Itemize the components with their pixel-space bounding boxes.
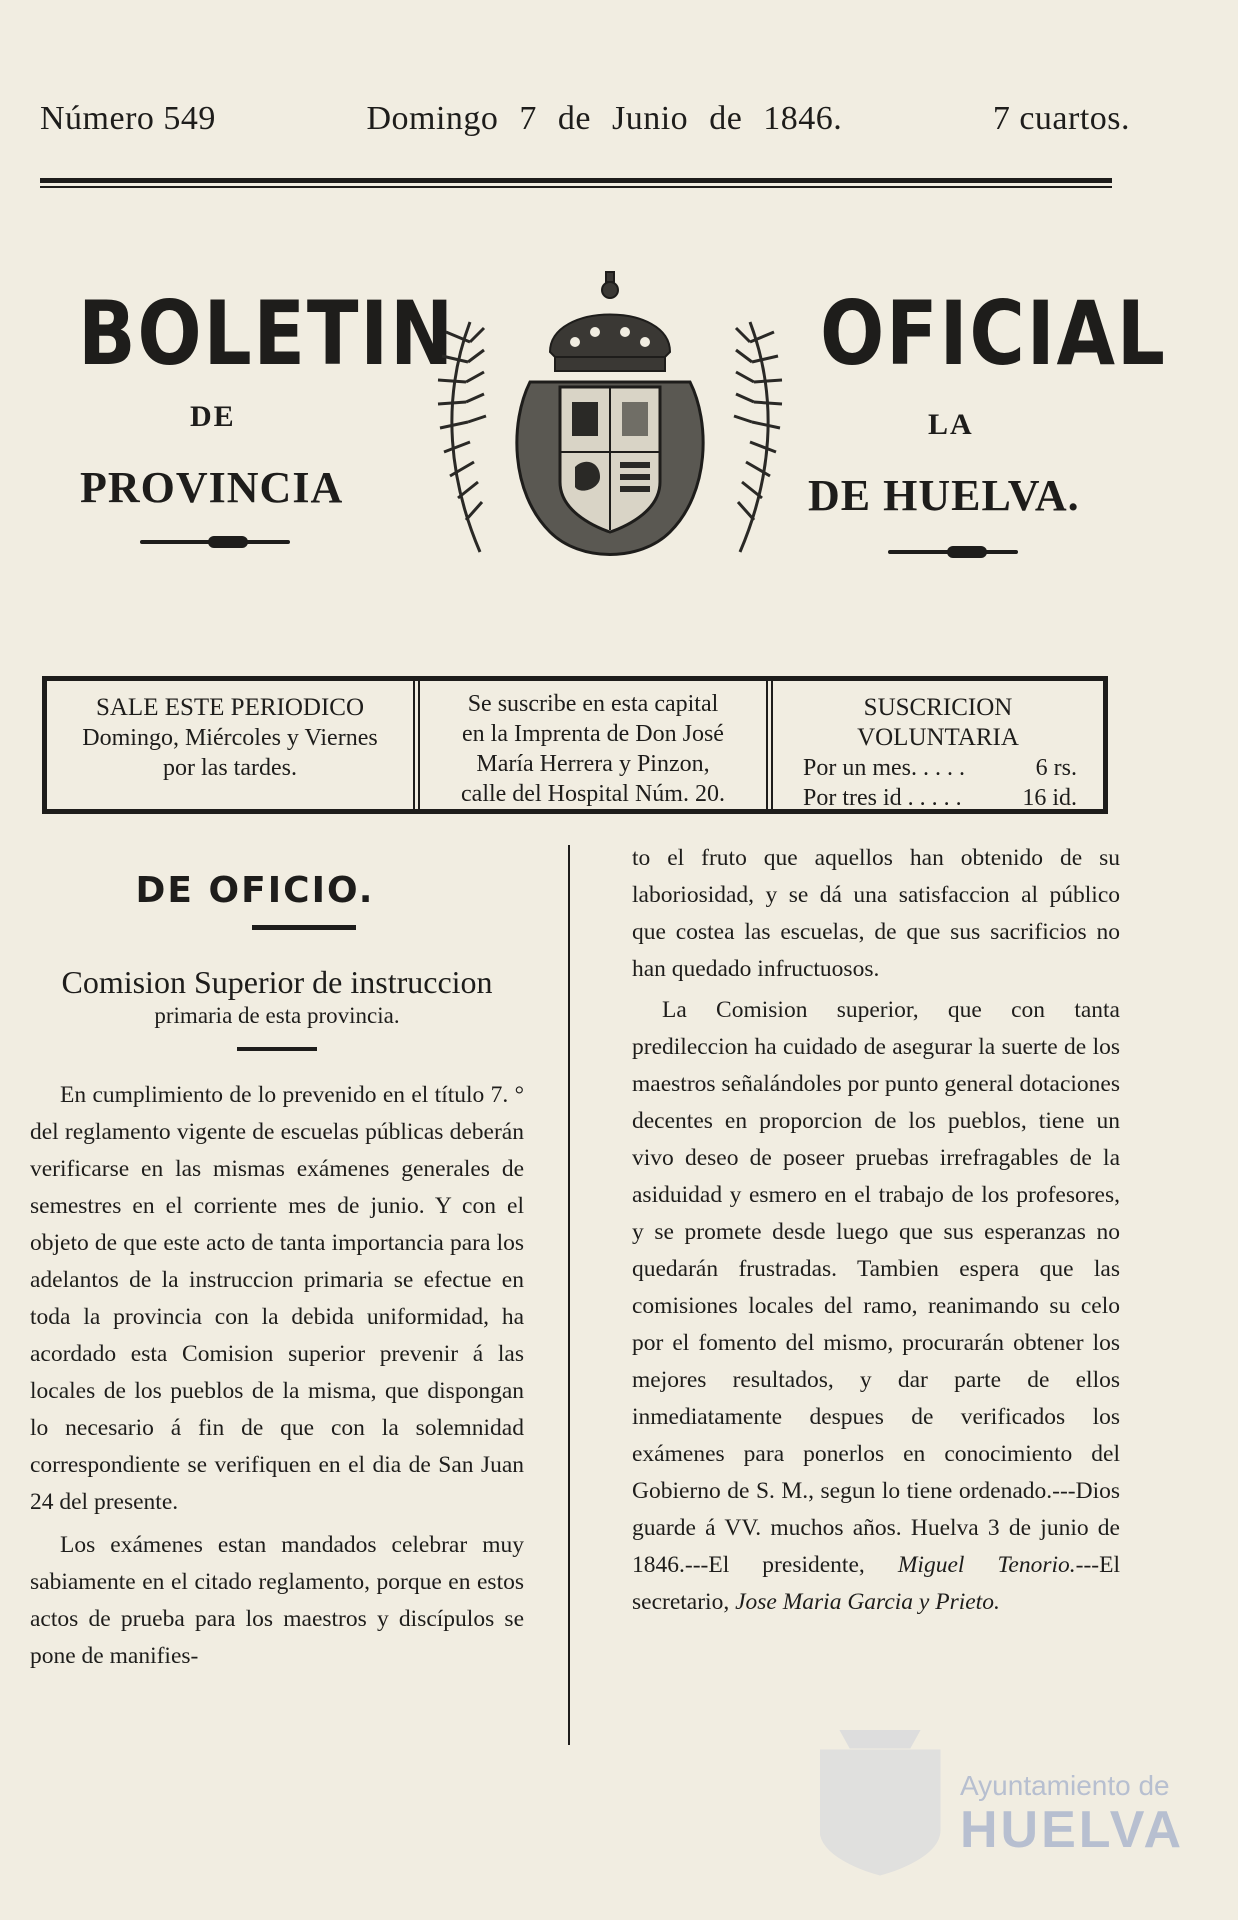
masthead-de-huelva: DE HUELVA.: [808, 471, 1080, 520]
issue-line: [40, 100, 1130, 138]
header-rule: [40, 178, 1112, 183]
date-month: Junio: [612, 100, 689, 137]
issue-price: 7 cuartos.: [992, 100, 1130, 137]
price-three-value: 16 id.: [1022, 785, 1077, 811]
subscription-location: [413, 681, 773, 809]
price-row-month: [781, 753, 1095, 783]
coat-of-arms-emblem: [410, 262, 810, 582]
article-subtitle: primaria de esta provincia.: [154, 1003, 400, 1028]
schedule-time: por las tardes.: [163, 755, 297, 781]
president-name: Miguel Tenorio.: [897, 1552, 1076, 1578]
masthead-oficial: OFICIAL: [820, 282, 1167, 385]
date-day: 7: [519, 100, 537, 137]
schedule-title: SALE ESTE PERIODICO: [95, 694, 365, 721]
issue-number: Número 549: [40, 100, 216, 137]
masthead-provincia: PROVINCIA: [80, 463, 344, 512]
masthead-de: DE: [190, 400, 236, 433]
location-line-2: en la Imprenta de Don José: [462, 721, 724, 747]
masthead-ornament-left: [140, 540, 290, 544]
secretary-label: ---El secretario,: [632, 1552, 1120, 1615]
header-rule-thin: [40, 186, 1112, 188]
location-line-3: María Herrera y Pinzon,: [476, 751, 710, 777]
left-column: [30, 870, 524, 1675]
title-rule: [237, 1047, 317, 1051]
price-month-label: Por un mes. . . . .: [803, 755, 965, 781]
secretary-name: Jose Maria Garcia y Prieto.: [735, 1589, 1000, 1615]
article-paragraph-3: to el fruto que aquellos han obtenido de su laboriosidad, y se dá una satisfaccion al público que costea las escuelas, de que sus sacrificios no han quedado infructuosos.: [632, 845, 1120, 982]
paragraph-4-text: La Comision superior, que con tanta predileccion ha cuidado de asegurar la suerte de los maestros señalándoles por punto general dotaciones decentes en proporcion de los pueblos, tiene un vivo deseo de poseer pruebas irrefragables de la asiduidad y esmero en el trabajo de los profesores, y se promete desde luego que sus esperanzas no quedarán frustradas. Tambien espera que las comisiones locales del ramo, reanimando su celo por el fomento del mismo, procurarán obtener los mejores resultados, y dar parte de ellos inmediatamente despues de verificados los exámenes para ponerlos en conocimiento del Gobierno de S. M., segun lo tiene ordenado.---Dios guarde á VV. muchos años. Huelva 3 de junio de 1846.---El presidente,: [632, 997, 1120, 1578]
date-year: 1846.: [763, 100, 843, 137]
article-paragraph-2: Los exámenes estan mandados celebrar muy sabiamente en el citado reglamento, porque en estos actos de prueba para los maestros y discípulos se pone de manifies-: [30, 1532, 524, 1669]
masthead-la: LA: [928, 408, 974, 441]
date-de-2: de: [709, 100, 743, 137]
masthead-ornament-right: [888, 550, 1018, 554]
article-title: Comision Superior de instruccion: [61, 964, 493, 1000]
section-heading: DE OFICIO.: [135, 870, 375, 911]
subscription-prices: [773, 681, 1103, 809]
issue-date: [360, 100, 848, 138]
masthead-boletin: BOLETIN: [78, 282, 456, 385]
section-rule: [252, 925, 356, 930]
watermark-text-2: HUELVA: [960, 1801, 1185, 1859]
publication-schedule: [47, 681, 413, 809]
price-three-label: Por tres id . . . . .: [803, 785, 962, 811]
price-month-value: 6 rs.: [1035, 755, 1077, 781]
watermark-text-1: Ayuntamiento de: [960, 1770, 1170, 1801]
location-line-4: calle del Hospital Núm. 20.: [461, 781, 725, 807]
price-row-three: [781, 783, 1095, 813]
date-de-1: de: [557, 100, 591, 137]
right-column: [632, 840, 1120, 1621]
location-line-1: Se suscribe en esta capital: [467, 691, 719, 717]
subscription-info-box: [42, 676, 1108, 814]
column-divider: [568, 845, 570, 1745]
schedule-days: Domingo, Miércoles y Viernes: [82, 725, 378, 751]
article-paragraph-4: [632, 992, 1120, 1621]
date-weekday: Domingo: [366, 100, 499, 137]
article-paragraph-1: En cumplimiento de lo prevenido en el título 7. ° del reglamento vigente de escuelas públicas deberán verificarse en las mismas exámenes generales de semestres en el corriente mes de junio. Y con el objeto de que este acto de tanta importancia para los adelantos de la instruccion primaria se efectue en toda la provincia con la debida uniformidad, ha acordado esta Comision superior prevenir á las locales de los pueblos de la misma, que dispongan lo necesario á fin de que con la solemnidad correspondiente se verifiquen en el dia de San Juan 24 del presente.: [30, 1082, 524, 1515]
prices-title: SUSCRICION VOLUNTARIA: [857, 694, 1019, 751]
